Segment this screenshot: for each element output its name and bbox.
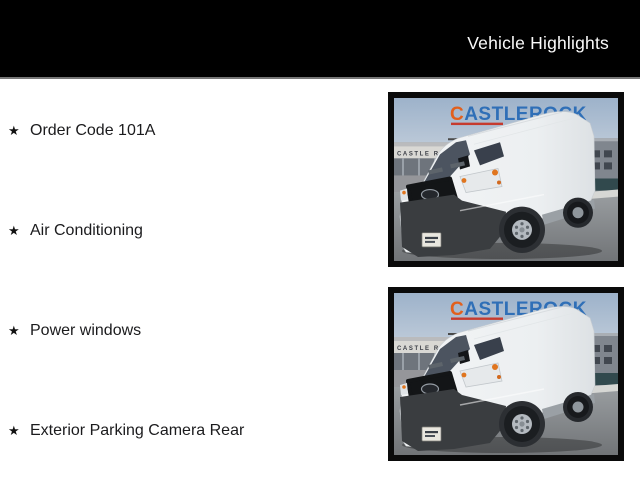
- star-bullet-icon: ★: [8, 223, 20, 238]
- vehicle-photo-frame-2: [388, 287, 624, 461]
- vehicle-photo-1: [394, 98, 618, 261]
- highlight-item: [8, 319, 141, 343]
- header-bar: [0, 0, 640, 79]
- vehicle-photo-2: [394, 293, 618, 455]
- star-bullet-icon: ★: [8, 123, 20, 138]
- highlight-item-label: Air Conditioning: [30, 222, 143, 239]
- star-bullet-icon: ★: [8, 323, 20, 338]
- highlight-item: [8, 119, 155, 143]
- highlight-item: [8, 419, 244, 443]
- highlight-item-label: Order Code 101A: [30, 122, 156, 139]
- highlight-item-label: Exterior Parking Camera Rear: [30, 422, 245, 439]
- page-title: Vehicle Highlights: [467, 33, 609, 53]
- highlight-item-label: Power windows: [30, 322, 142, 339]
- highlight-item: [8, 219, 143, 243]
- vehicle-photo-frame-1: [388, 92, 624, 267]
- star-bullet-icon: ★: [8, 423, 20, 438]
